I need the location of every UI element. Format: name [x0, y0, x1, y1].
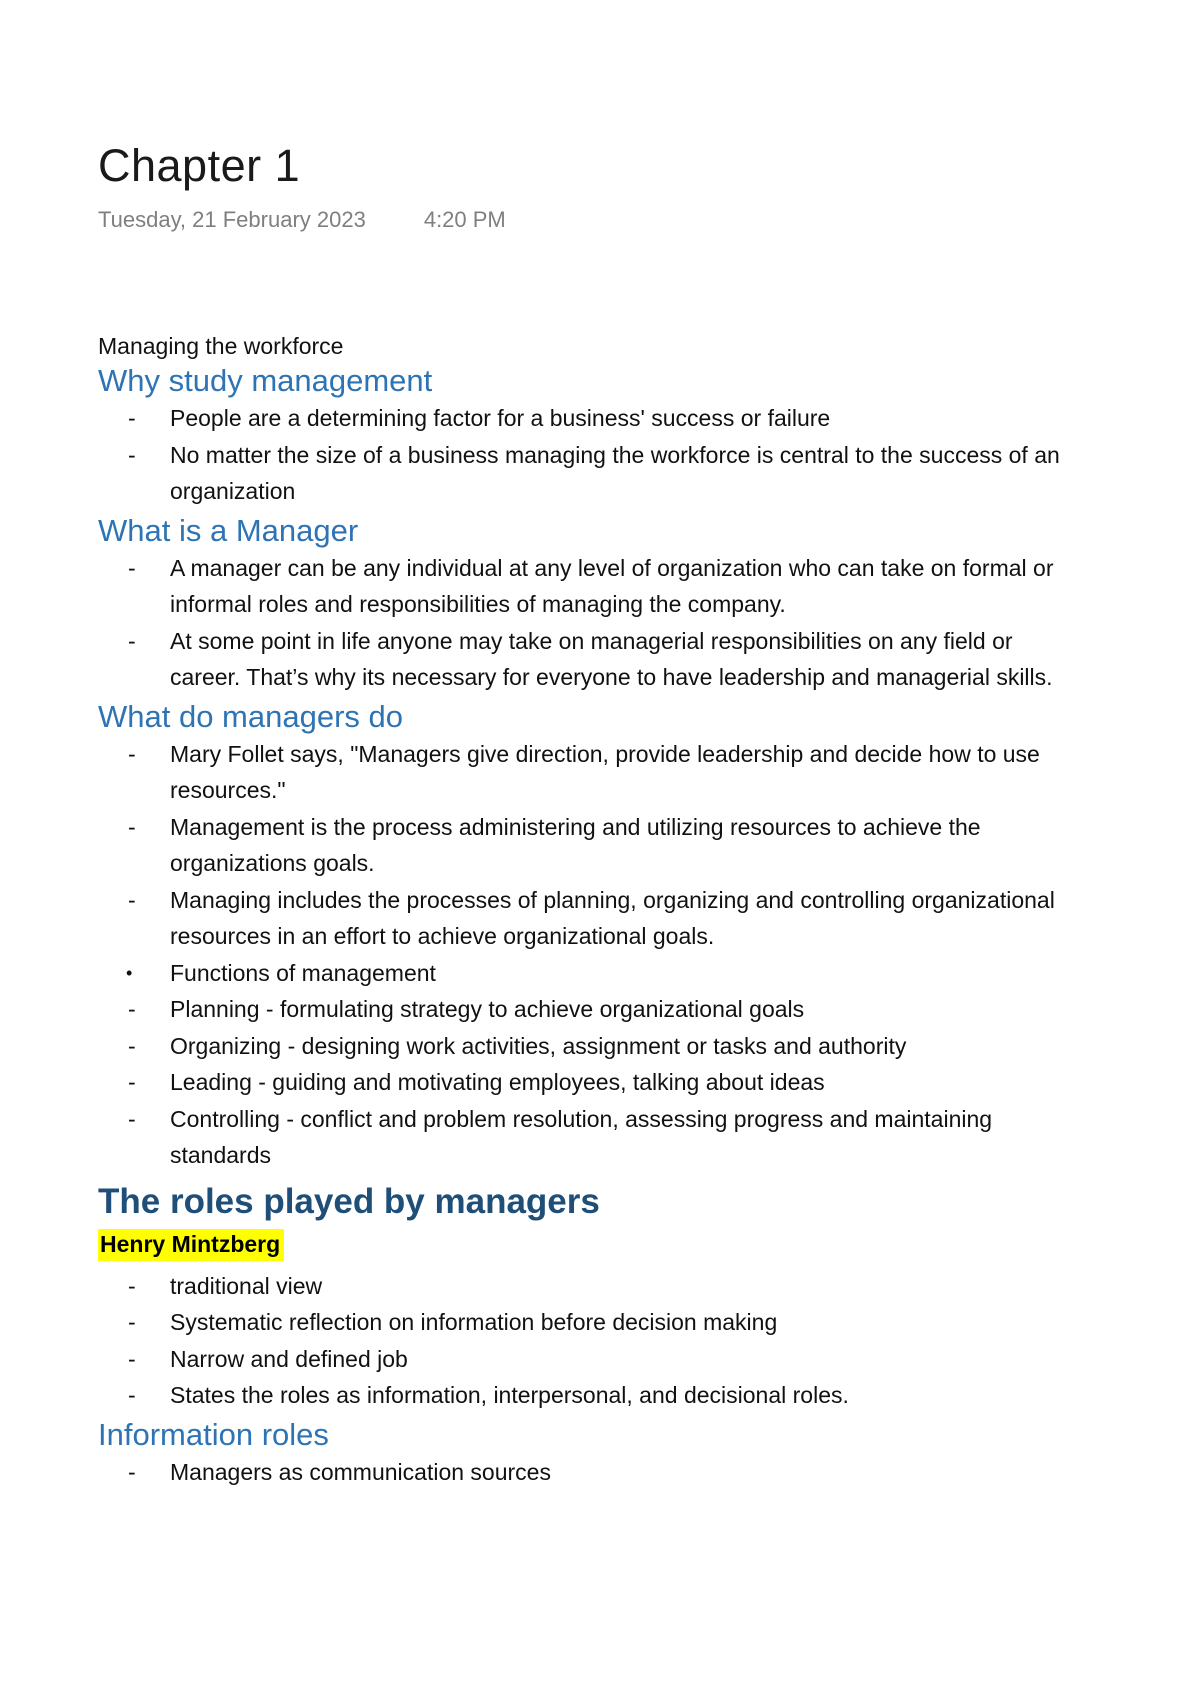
list-item	[98, 400, 1070, 437]
list-item	[98, 550, 1070, 623]
dash-marker: -	[128, 554, 136, 581]
dash-marker: -	[128, 1272, 136, 1299]
list-information-roles	[98, 1454, 1098, 1491]
list-item-text: Narrow and defined job	[170, 1345, 408, 1372]
page-title: Chapter 1	[98, 140, 301, 191]
heading-what-do-managers-do: What do managers do	[98, 698, 404, 734]
page-time: 4:20 PM	[423, 207, 506, 232]
list-item-text: Leading - guiding and motivating employees, talking about ideas	[170, 1069, 825, 1095]
dash-marker: -	[128, 1309, 136, 1335]
list-item-text: No matter the size of a business managing the workforce is central to the success of an organization	[170, 441, 1060, 504]
list-item-text: People are a determining factor for a business' success or failure	[170, 405, 831, 431]
list-item	[98, 1064, 1070, 1101]
list-item-text: Managers as communication sources	[170, 1458, 551, 1485]
list-item-text: At some point in life anyone may take on managerial responsibilities on any field or career. That’s why its necessary for everyone to have leadership and managerial skills.	[170, 627, 1053, 690]
heading-what-is-manager: What is a Manager	[98, 512, 359, 548]
page-date: Tuesday, 21 February 2023	[98, 207, 366, 232]
list-item	[98, 1304, 1070, 1341]
note-page	[98, 138, 1098, 1490]
dash-marker: -	[128, 405, 136, 431]
list-item	[98, 991, 1070, 1028]
list-item-text: Management is the process administering and utilizing resources to achieve the organizations goals.	[170, 813, 981, 876]
heading-roles-played: The roles played by managers	[98, 1181, 600, 1221]
list-item	[98, 736, 1070, 809]
list-item	[98, 1268, 1070, 1305]
list-item	[98, 623, 1070, 696]
dash-marker: -	[128, 1069, 136, 1095]
list-item-text: A manager can be any individual at any level of organization who can take on formal or informal roles and responsibilities of managing the company.	[170, 554, 1054, 617]
dash-marker: -	[128, 441, 136, 468]
dash-marker: -	[128, 1458, 136, 1485]
heading-information-roles: Information roles	[98, 1416, 329, 1452]
intro-text: Managing the workforce	[98, 333, 344, 359]
dash-marker: -	[128, 886, 136, 913]
list-what-do-managers-do	[98, 736, 1098, 1174]
list-item	[98, 437, 1070, 510]
list-item	[98, 1341, 1070, 1378]
dash-marker: -	[128, 1345, 136, 1372]
dash-marker: -	[128, 1032, 136, 1059]
list-item	[98, 1101, 1070, 1174]
list-what-is-manager	[98, 550, 1098, 696]
list-item-text: Managing includes the processes of planning, organizing and controlling organizational resources in an effort to achieve organizational goals.	[170, 886, 1055, 949]
list-item	[98, 1028, 1070, 1065]
dash-marker: -	[128, 1382, 136, 1408]
list-item-text: States the roles as information, interpersonal, and decisional roles.	[170, 1382, 849, 1408]
list-item	[98, 955, 1070, 992]
list-item-text: Controlling - conflict and problem resolution, assessing progress and maintaining standards	[170, 1105, 993, 1168]
list-item	[98, 882, 1070, 955]
bullet-marker: •	[126, 962, 133, 983]
list-item	[98, 809, 1070, 882]
list-item-text: Functions of management	[170, 959, 436, 986]
dash-marker: -	[128, 627, 136, 654]
dash-marker: -	[128, 996, 136, 1022]
list-item-text: traditional view	[170, 1272, 323, 1299]
list-item	[98, 1454, 1070, 1491]
heading-why-study: Why study management	[98, 363, 433, 398]
list-why-study	[98, 400, 1098, 510]
highlight-line	[98, 1224, 1098, 1268]
dash-marker: -	[128, 813, 136, 840]
list-item-text: Mary Follet says, "Managers give direction, provide leadership and decide how to use resources."	[170, 740, 1040, 803]
list-roles	[98, 1268, 1098, 1414]
list-item-text: Systematic reflection on information before decision making	[170, 1309, 778, 1335]
list-item-text: Planning - formulating strategy to achieve organizational goals	[170, 996, 805, 1022]
highlighted-name: Henry Mintzberg	[98, 1229, 284, 1261]
dash-marker: -	[128, 740, 136, 767]
dash-marker: -	[128, 1105, 136, 1132]
page-meta	[98, 206, 1098, 234]
list-item-text: Organizing - designing work activities, assignment or tasks and authority	[170, 1032, 907, 1059]
list-item	[98, 1377, 1070, 1414]
